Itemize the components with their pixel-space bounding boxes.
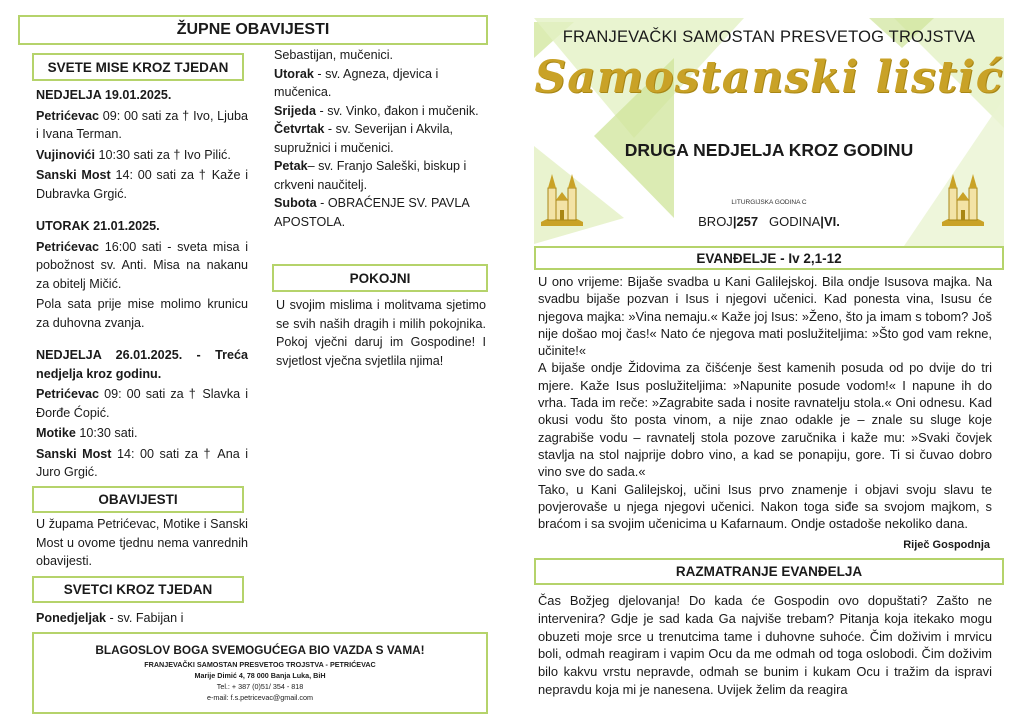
saint-text: - sv. Agneza, djevica i mučenica. [274,66,439,99]
footer-box [32,632,488,714]
gospel-paragraph: A bijaše ondje Židovima za čišćenje šest kamenih posuda od po dvije do tri mjere. Kaže Isus poslužiteljima: »Napunite posude vodom!« I napune ih do vrha. Tada im reče: »Zagrabite sada i nosite ravnatelju stola.« Oni odnesu. Kad okusi vodu što posta vinom, a nije znao odakle je – znale su sluge koje zagrabiše vodu – ravnatelj stola pozove zaručnika i kaže mu: »Svaki čovjek stavlja na stol najprije dobro vino, a kad se ponapiju, gore. Ti si čuvao dobro vino sve do sada.« [538,360,992,480]
issue-label: BROJ [698,214,733,229]
liturgical-year: LITURGIJSKA GODINA C [731,199,807,206]
saint-text: - sv. Fabijan i [106,611,184,625]
gospel-paragraph: Tako, u Kani Galilejskoj, učini Isus prvo znamenje i objavi svoju slavu te povjerovaše u njega njegovi učenici. Nakon toga siđe sa svojom majkom, s braćom i sa svojim učenicima u Kafarnaum. Ondje ostadoše nekoliko dana. [538,481,992,532]
reflection-header: RAZMATRANJE EVANĐELJA [534,558,1004,585]
notices-header: OBAVIJESTI [32,486,244,513]
footer-org: FRANJEVAČKI SAMOSTAN PRESVETOG TROJSTVA - PETRIĆEVAC [144,660,376,669]
day-title: NEDJELJA 19.01.2025. [36,88,172,102]
gospel-text [538,273,992,532]
saint-text: - sv. Vinko, đakon i mučenik. [316,103,479,118]
deceased-text: U svojim mislima i molitvama sjetimo se svih naših dragih i milih pokojnika. Pokoj vječni daruj im Gospodine! I svjetlost vječna svjetlila njima! [276,298,486,368]
day-title: NEDJELJA 26.01.2025. - Treća nedjelja kroz godinu. [36,348,248,381]
mass-place: Petrićevac [36,239,100,254]
saint-text: Sebastijan, mučenici. [274,48,394,62]
reflection-text: Čas Božjeg djelovanja! Do kada će Gospodin ovo dopuštati? Zašto ne intervenira? Gdje je sad kada Ga najviše trebam? Pitanja koja itekako mogu obuzeti moje srce u trenutcima tame i duhovne suhoće. Čim doživim i mrvicu boli, odmah reagiram i vapim Ocu da me odmah od toga oslobodi. Čim doživim bilo kakvu vrstu nepravde, odmah se bunim i kukam Ocu i tražim da ispravi nepravdu koja mi je nanesena. Uvijek želim da reagira [538,593,992,697]
saints-column [274,46,488,231]
saint-day: Srijeda [274,103,316,118]
saint-text: - sv. Severijan i Akvila, supružnici i mučenici. [274,122,453,155]
mass-text: 16:00 sati - sveta misa i pobožnost sv. Anti. Misa na nakanu za obitelj Mičić. [36,239,248,291]
saint-day: Ponedjeljak [36,611,106,625]
footer-email: e-mail: f.s.petricevac@gmail.com [207,693,313,702]
issue-line: BROJ|257 GODINA|VI. [698,214,840,229]
mass-text: 14: 00 sati za † Kaže i Dubravka Grgić. [36,168,248,201]
saints-header: SVETCI KROZ TJEDAN [32,576,244,603]
mass-place: Motike [36,426,76,440]
monastery-name: FRANJEVAČKI SAMOSTAN PRESVETOG TROJSTVA [562,28,976,46]
saint-day: Četvrtak [274,122,325,136]
day-title: UTORAK 21.01.2025. [36,219,160,233]
gospel-header: EVANĐELJE - Iv 2,1-12 [534,246,1004,270]
notices-text: U župama Petrićevac, Motike i Sanski Most u ovome tjednu nema vanrednih obavijesti. [36,517,248,568]
footer-address: Marije Dimić 4, 78 000 Banja Luka, BiH [194,671,326,680]
mass-text: 10:30 sati. [75,426,138,440]
rosary-note: Pola sata prije mise molimo krunicu za duhovna zvanja. [36,297,248,330]
saint-day: Subota [274,196,317,210]
saint-text: - OBRAĆENJE SV. PAVLA APOSTOLA. [274,196,470,229]
saint-day: Utorak [274,66,314,81]
mass-text: 10:30 sati za † Ivo Pilić. [95,147,231,162]
saint-item [36,609,248,628]
sunday-title: DRUGA NEDJELJA KROZ GODINU [624,140,914,160]
mass-text: 14: 00 sati za † Ana i Juro Grgić. [36,446,249,479]
issue-number: 257 [736,214,759,229]
masses-header: SVETE MISE KROZ TJEDAN [32,53,244,81]
saint-text: – sv. Franjo Saleški, biskup i crkveni naučitelj. [274,159,467,192]
gospel-sign: Riječ Gospodnja [903,539,990,551]
year-value: VI. [823,214,840,229]
mass-place: Petrićevac [36,108,100,123]
bulletin-title: Samostanski listić [534,52,1004,103]
mass-place: Sanski Most [36,168,111,182]
parish-notices-header: ŽUPNE OBAVIJESTI [18,15,488,45]
mass-place: Petrićevac [36,387,100,401]
masses-column [36,86,248,482]
blessing-text: BLAGOSLOV BOGA SVEMOGUĆEGA BIO VAZDA S VAMA! [95,643,425,657]
year-label: GODINA [769,214,821,229]
mass-text: 09: 00 sati za † Ivo, Ljuba i Ivana Terman. [36,108,248,141]
gospel-paragraph: U ono vrijeme: Bijaše svadba u Kani Galilejskoj. Bila ondje Isusova majka. Na svadbu bijaše pozvan i Isus i njegovi učenici. Kad ponesta vina, Isusu će njegova majka: »Vina nemaju.« Kaže joj Isus: »Ženo, što ja imam s tobom? Još nije došao moj čas!« Nato će njegova mati poslužiteljima: »Što god vam rekne, učinite!« [538,274,992,359]
mass-text: 09: 00 sati za † Slavka i Đorđe Ćopić. [36,387,248,420]
mass-place: Vujinovići [36,147,96,162]
deceased-header: POKOJNI [272,264,488,292]
footer-phone: Tel.: + 387 (0)51/ 354 - 818 [216,682,304,691]
mass-place: Sanski Most [36,446,112,461]
saint-day: Petak [274,159,308,173]
